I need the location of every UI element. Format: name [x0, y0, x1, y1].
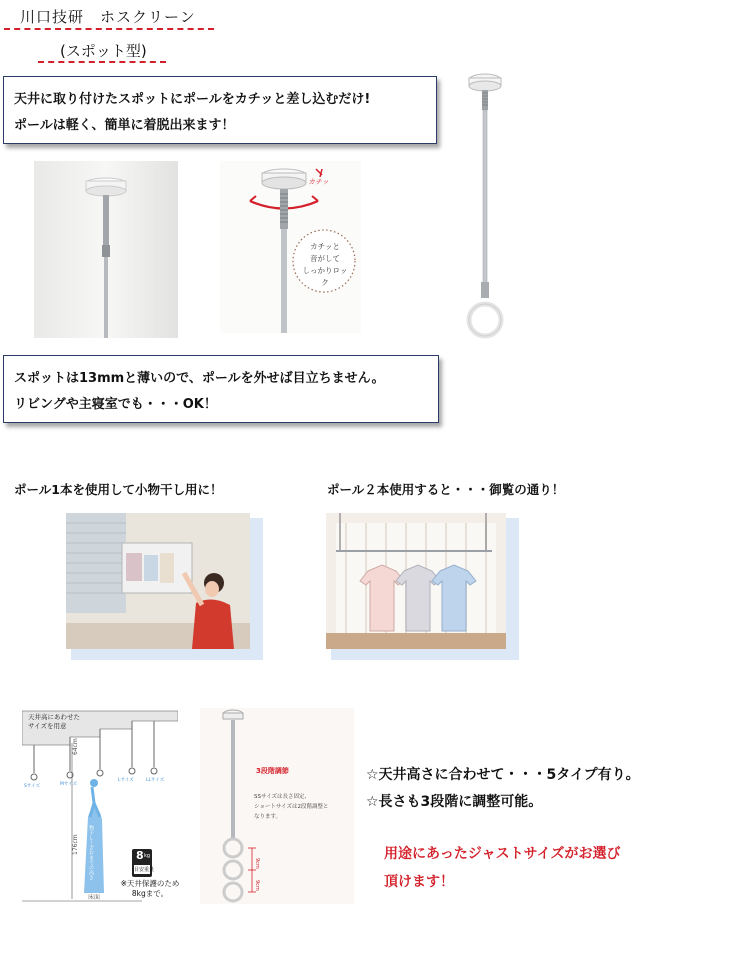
intro-box [3, 76, 437, 144]
adjust-note-line-3: なります。 [254, 814, 282, 820]
lock-caption [302, 241, 348, 289]
spot-line-1: スポットは13mmと薄いので、ポールを外せば目立ちません。 [14, 371, 385, 386]
size-diagram [22, 707, 178, 910]
arm-label: 物干し～ざおまでの高さ [88, 825, 94, 880]
one-pole-photo [66, 513, 250, 649]
title-underline [4, 28, 214, 30]
size-label-m: Mサイズ [60, 782, 78, 787]
size-label-l: Lサイズ [118, 778, 134, 783]
product-pole-image [455, 70, 515, 340]
adjust-dim-2: 9cm [254, 880, 260, 891]
two-pole-photo [326, 513, 506, 649]
size-diagram-title [28, 713, 80, 731]
adjust-note [254, 792, 328, 822]
adjust-note-line-2: ショートサイズは2段階調整と [254, 804, 329, 810]
size-title-line-2: サイズを用意 [28, 722, 67, 730]
closing-note [384, 840, 620, 896]
click-label: カチッ [308, 178, 329, 186]
spot-line-2: リビングや主寝室でも・・・OK！ [14, 397, 217, 412]
closing-line-2: 頂けます！ [384, 874, 454, 890]
one-pole-caption: ポール1本を使用して小物干し用に！ [14, 482, 223, 497]
ceiling-pole-photo [34, 161, 178, 338]
weight-note-line-2: 8kgまで。 [131, 889, 169, 898]
feature-line-2: ☆長さも3段階に調整可能。 [366, 794, 543, 810]
dim-height-label: 176cm [72, 834, 79, 855]
size-title-line-1: 天井高にあわせた [28, 713, 80, 721]
two-pole-caption: ポール２本使用すると・・・御覧の通り！ [327, 482, 565, 497]
weight-number: 8 [136, 849, 144, 862]
page-title: 川口技研 ホスクリーン [20, 8, 196, 26]
dim-top-label: 64cm [72, 738, 79, 755]
weight-unit: kg [144, 853, 151, 859]
lock-caption-line-1: カチッと [310, 242, 340, 251]
adjust-diagram [200, 708, 354, 904]
feature-line-1: ☆天井高さに合わせて・・・5タイプ有り。 [366, 767, 640, 783]
size-label-s: Sサイズ [24, 784, 40, 789]
size-label-ll: LLサイズ [146, 778, 165, 783]
weight-label: 目安重量 [134, 867, 155, 873]
lock-detail-photo [220, 161, 361, 333]
intro-line-1: 天井に取り付けたスポットにポールをカチッと差し込むだけ! [14, 92, 371, 107]
adjust-note-line-1: SSサイズは長さ固定、 [254, 794, 311, 800]
adjust-dim-1: 9cm [254, 858, 260, 869]
subtitle-underline [38, 61, 166, 63]
intro-line-2: ポールは軽く、簡単に着脱出来ます！ [14, 118, 235, 133]
lock-caption-line-2: 音がして [310, 254, 340, 263]
lock-caption-line-3: しっかりロック [302, 266, 348, 287]
weight-note-line-1: ※天井保護のため [120, 879, 180, 888]
adjust-title: 3段階調節 [256, 767, 289, 775]
closing-line-1: 用途にあったジャストサイズがお選び [384, 846, 621, 862]
spot-box [3, 355, 439, 423]
page-subtitle: (スポット型) [60, 42, 147, 60]
floor-label: 床面 [88, 894, 101, 901]
weight-note [118, 879, 182, 899]
